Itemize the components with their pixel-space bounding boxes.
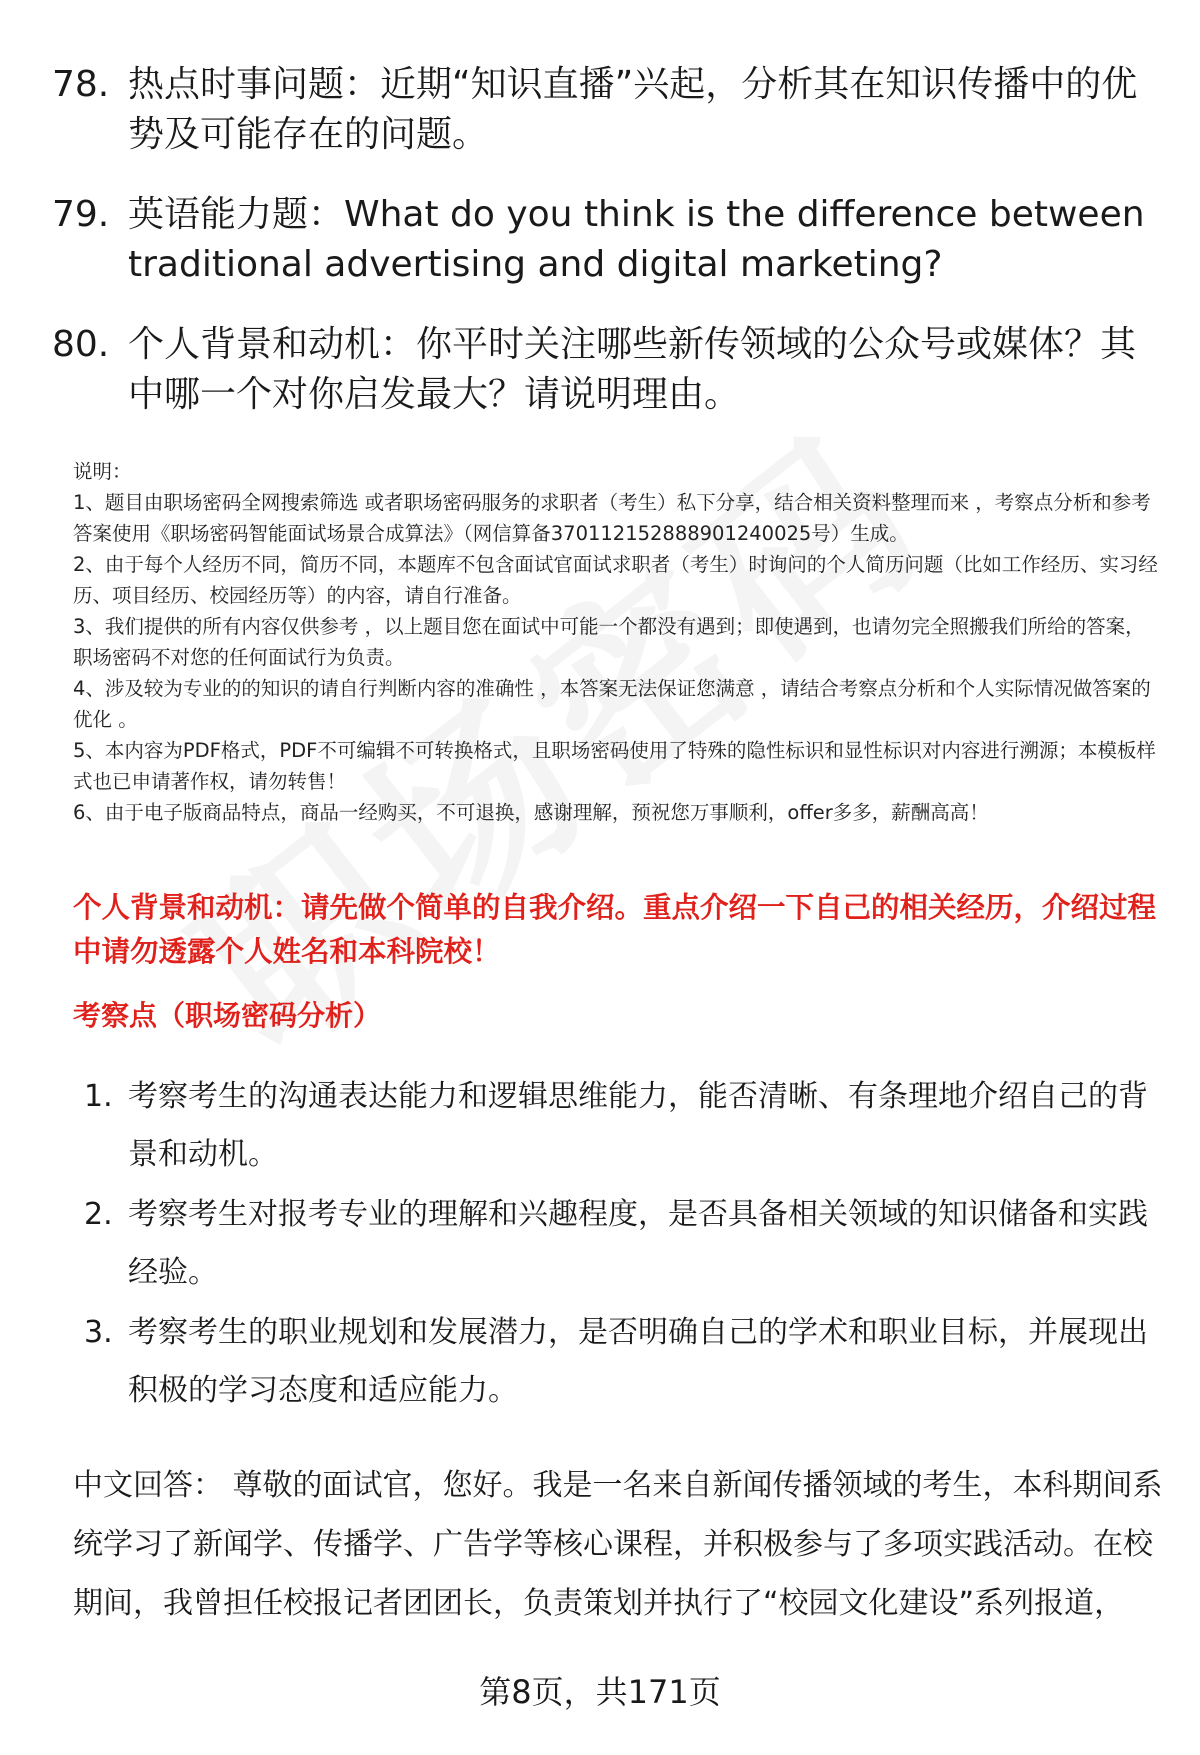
point-number: 2. (84, 1197, 113, 1232)
note-item-4: 4、涉及较为专业的的知识的请自行判断内容的准确性 ，本答案无法保证您满意 ，请结合考察点分析和个人实际情况做答案的优化 。 (73, 677, 1151, 731)
notes-title: 说明： (73, 460, 132, 483)
analysis-heading: 考察点（职场密码分析） (73, 999, 382, 1032)
analysis-points-list (80, 1068, 1165, 1422)
question-text: 个人背景和动机：你平时关注哪些新传领域的公众号或媒体？其中哪一个对你启发最大？请说明理由。 (128, 324, 1137, 415)
question-78 (52, 60, 1162, 160)
analysis-point (80, 1186, 1165, 1302)
point-number: 3. (84, 1315, 113, 1350)
question-number: 79. (52, 194, 110, 235)
point-text: 考察考生的沟通表达能力和逻辑思维能力，能否清晰、有条理地介绍自己的背景和动机。 (128, 1079, 1148, 1172)
analysis-point (80, 1068, 1165, 1184)
note-item-5: 5、本内容为PDF格式，PDF不可编辑不可转换格式，且职场密码使用了特殊的隐性标识和显性标识对内容进行溯源；本模板样式也已申请著作权，请勿转售！ (73, 739, 1156, 793)
question-text: 热点时事问题：近期“知识直播”兴起，分析其在知识传播中的优势及可能存在的问题。 (128, 64, 1138, 155)
question-80 (52, 320, 1162, 420)
note-item-1: 1、题目由职场密码全网搜索筛选 或者职场密码服务的求职者（考生）私下分享，结合相关资料整理而来 ，考察点分析和参考答案使用《职场密码智能面试场景合成算法》（网信算备370112152888901240025号）生成。 (73, 491, 1151, 545)
point-text: 考察考生对报考专业的理解和兴趣程度，是否具备相关领域的知识储备和实践经验。 (128, 1197, 1148, 1290)
question-text: 英语能力题：What do you think is the difference between traditional advertising and digital marketing? (128, 194, 1145, 285)
analysis-point (80, 1304, 1165, 1420)
question-number: 78. (52, 64, 110, 105)
note-item-3: 3、我们提供的所有内容仅供参考 ，以上题目您在面试中可能一个都没有遇到；即使遇到，也请勿完全照搬我们所给的答案，职场密码不对您的任何面试行为负责。 (73, 615, 1145, 669)
note-item-6: 6、由于电子版商品特点，商品一经购买，不可退换，感谢理解，预祝您万事顺利，offer多多，薪酬高高！ (73, 801, 989, 824)
answer-text: 中文回答： 尊敬的面试官，您好。我是一名来自新闻传播领域的考生，本科期间系统学习了新闻学、传播学、广告学等核心课程，并积极参与了多项实践活动。在校期间，我曾担任校报记者团团长，负责策划并执行了“校园文化建设”系列报道， (73, 1468, 1163, 1621)
current-question-heading: 个人背景和动机：请先做个简单的自我介绍。重点介绍一下自己的相关经历，介绍过程中请勿透露个人姓名和本科院校！ (73, 891, 1157, 968)
question-79 (52, 190, 1162, 290)
point-number: 1. (84, 1079, 113, 1114)
notes-section (73, 456, 1159, 828)
question-number: 80. (52, 324, 110, 365)
point-text: 考察考生的职业规划和发展潜力，是否明确自己的学术和职业目标，并展现出积极的学习态度和适应能力。 (128, 1315, 1148, 1408)
note-item-2: 2、由于每个人经历不同，简历不同，本题库不包含面试官面试求职者（考生）时询问的个人简历问题（比如工作经历、实习经历、项目经历、校园经历等）的内容，请自行准备。 (73, 553, 1158, 607)
page-footer: 第8页，共171页 (479, 1673, 721, 1711)
